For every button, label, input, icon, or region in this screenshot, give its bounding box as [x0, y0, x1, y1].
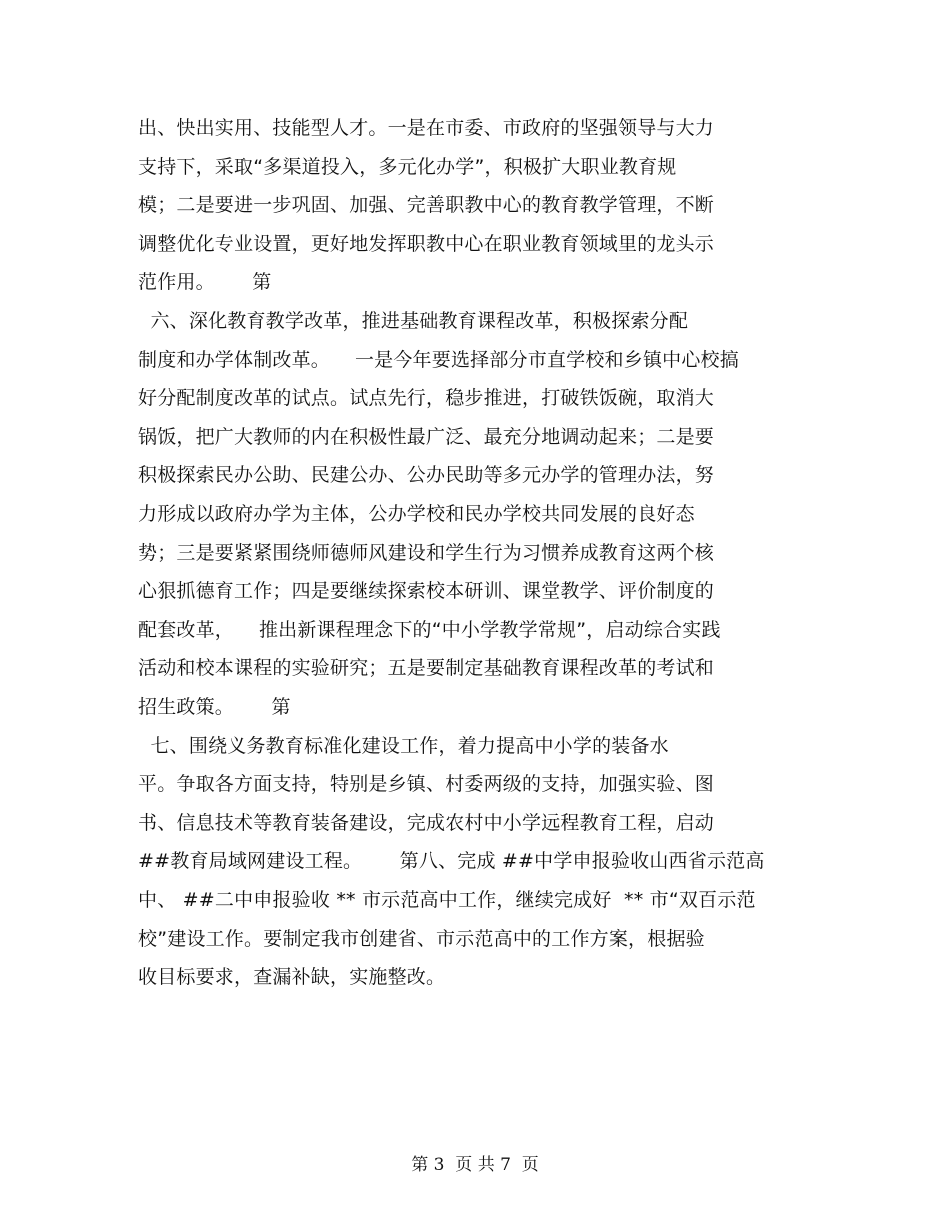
text-line: 平。争取各方面支持，特别是乡镇、村委两级的支持，加强实验、图 [138, 773, 715, 796]
text-line: 力形成以政府办学为主体，公办学校和民办学校共同发展的良好态 [138, 503, 695, 525]
text-line: ##教育局域网建设工程。 第八、完成 ##中学申报验收山西省示范高 [138, 850, 765, 873]
text-line: 模；二是要进一步巩固、加强、完善职教中心的教育教学管理，不断 [138, 194, 715, 217]
text-line: 支持下，采取“多渠道投入，多元化办学”，积极扩大职业教育规 [138, 155, 677, 178]
text-line: 积极探索民办公助、民建公办、公办民助等多元办学的管理办法，努 [138, 464, 715, 487]
text-line: 招生政策。 第 [138, 696, 291, 718]
text-line: 校”建设工作。要制定我市创建省、市示范高中的工作方案，根据验 [138, 927, 705, 950]
text-line: 书、信息技术等教育装备建设，完成农村中小学远程教育工程，启动 [138, 811, 715, 834]
text-line: 中、 ##二中申报验收 ** 市示范高中工作，继续完成好 ** 市“双百示范 [138, 889, 756, 911]
text-line: 出、快出实用、技能型人才。一是在市委、市政府的坚强领导与大力 [138, 117, 715, 139]
text-line: 范作用。 第 [138, 271, 272, 294]
text-line: 调整优化专业设置，更好地发挥职教中心在职业教育领域里的龙头示 [138, 232, 715, 255]
page-footer: 第 3 页 共 7 页 [411, 1155, 539, 1175]
text-line: 配套改革， 推出新课程理念下的“中小学教学常规”，启动综合实践 [138, 618, 721, 641]
text-line: 七、围绕义务教育标准化建设工作，着力提高中小学的装备水 [138, 734, 669, 757]
text-line: 好分配制度改革的试点。试点先行，稳步推进，打破铁饭碗，取消大 [138, 387, 715, 410]
text-line: 锅饭，把广大教师的内在积极性最广泛、最充分地调动起来；二是要 [138, 425, 715, 448]
text-line: 制度和办学体制改革。 一是今年要选择部分市直学校和乡镇中心校搞 [138, 348, 739, 371]
text-line: 势；三是要紧紧围绕师德师风建设和学生行为习惯养成教育这两个核 [138, 541, 715, 564]
text-line: 心狠抓德育工作；四是要继续探索校本研训、课堂教学、评价制度的 [138, 580, 715, 603]
text-line: 六、深化教育教学改革，推进基础教育课程改革，积极探索分配 [138, 310, 689, 332]
text-line: 收目标要求，查漏补缺，实施整改。 [138, 966, 446, 989]
text-line: 活动和校本课程的实验研究；五是要制定基础教育课程改革的考试和 [138, 657, 715, 680]
